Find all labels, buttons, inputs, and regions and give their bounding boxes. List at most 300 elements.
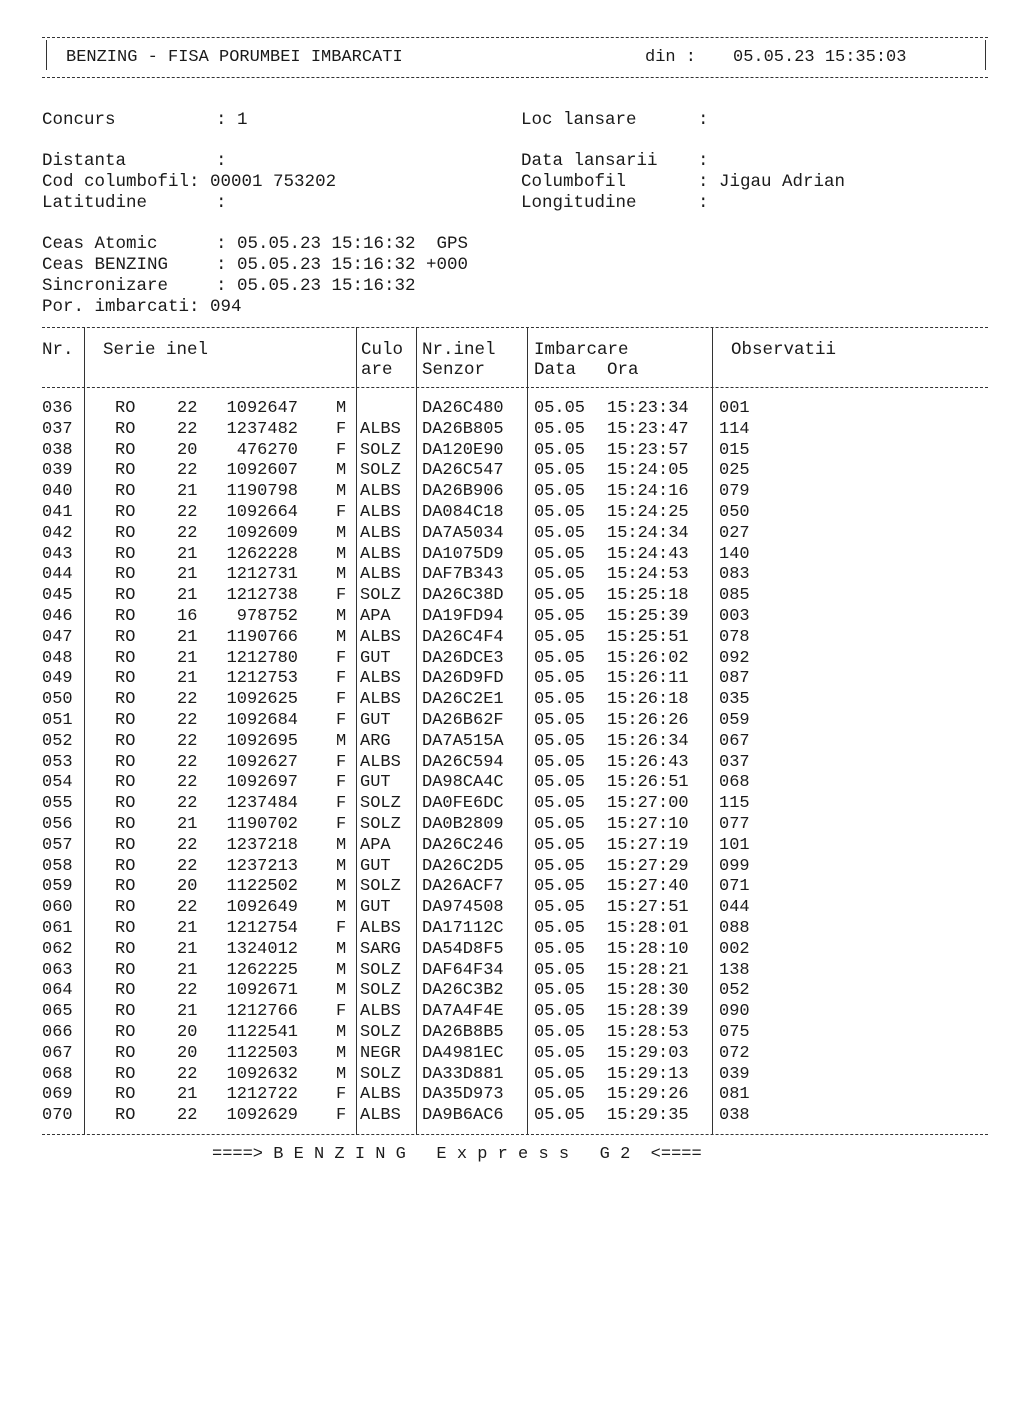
cell-culoare: ALBS [360,690,401,710]
cell-culoare: ALBS [360,502,401,522]
cell-culoare: GUT [360,710,391,730]
cell-ora: 15:27:00 [607,794,689,814]
header-data: Data [534,360,577,380]
ceas-atomic-label: Ceas Atomic [42,234,158,254]
cell-observatii: 050 [719,502,750,522]
cell-nr: 053 [42,752,73,772]
cell-sex: M [336,1064,347,1084]
cell-culoare: SOLZ [360,814,401,834]
cell-sex: F [336,648,347,668]
cell-culoare: ALBS [360,918,401,938]
cell-senzor: DA26D9FD [422,669,504,689]
cell-observatii: 003 [719,606,750,626]
cell-inel: 1212731 [226,565,298,585]
cell-observatii: 085 [719,586,750,606]
cell-sex: F [336,440,347,460]
info-distanta: Distanta : [42,151,238,171]
cell-observatii: 001 [719,399,750,418]
info-data-lansarii: Data lansarii : [521,151,720,171]
cell-ora: 15:29:03 [607,1043,689,1063]
header-culoare-1: Culo [361,340,404,360]
cell-inel: 1092649 [226,898,298,918]
cell-tara: RO [115,981,136,1001]
cell-nr: 051 [42,710,73,730]
cell-nr: 049 [42,669,73,689]
info-ceas-benzing: Ceas BENZING : 05.05.23 15:16:32 +000 [42,255,469,275]
cell-senzor: DA26C547 [422,461,504,481]
cell-nr: 067 [42,1043,73,1063]
table-row [42,1065,988,1086]
table-row [42,586,988,607]
cell-observatii: 071 [719,877,750,897]
cell-culoare: SOLZ [360,1022,401,1042]
cell-senzor: DA26C38D [422,586,504,606]
table-row [42,628,988,649]
cell-nr: 064 [42,981,73,1001]
table-row [42,1044,988,1065]
cell-inel: 1092695 [226,731,298,751]
cell-an: 21 [177,1085,198,1105]
cell-observatii: 039 [719,1064,750,1084]
table-row [42,607,988,628]
table-row [42,1106,988,1127]
cell-data: 05.05 [534,523,586,543]
cell-nr: 069 [42,1085,73,1105]
table-row [42,961,988,982]
cell-senzor: DA0FE6DC [422,794,504,814]
cell-nr: 037 [42,419,73,439]
print-date: 05.05.23 15:35:03 [733,48,907,67]
cell-ora: 15:24:25 [607,502,689,522]
cell-tara: RO [115,773,136,793]
cell-culoare: ALBS [360,669,401,689]
cell-senzor: DA26B906 [422,482,504,502]
cell-observatii: 115 [719,794,750,814]
table-row [42,503,988,524]
cell-an: 21 [177,565,198,585]
cell-nr: 063 [42,960,73,980]
cell-culoare: ALBS [360,627,401,647]
cell-tara: RO [115,856,136,876]
cell-observatii: 015 [719,440,750,460]
cell-tara: RO [115,606,136,626]
distanta-label: Distanta [42,151,127,171]
cell-data: 05.05 [534,835,586,855]
cod-columbofil-value: 00001 753202 [210,172,337,192]
cell-senzor: DA26B8B5 [422,1022,504,1042]
cell-inel: 978752 [236,606,298,626]
cell-senzor: DA26C3B2 [422,981,504,1001]
table-row [42,690,988,711]
table-header-separator [42,387,988,388]
cell-data: 05.05 [534,690,586,710]
cell-data: 05.05 [534,898,586,918]
cell-ora: 15:26:43 [607,752,689,772]
cell-data: 05.05 [534,1002,586,1022]
cell-data: 05.05 [534,1085,586,1105]
cell-nr: 054 [42,773,73,793]
cell-senzor: DAF7B343 [422,565,504,585]
cell-inel: 1092625 [226,690,298,710]
cell-ora: 15:26:51 [607,773,689,793]
table-row [42,753,988,774]
cell-nr: 036 [42,399,73,418]
cell-data: 05.05 [534,960,586,980]
cell-observatii: 077 [719,814,750,834]
cell-nr: 056 [42,814,73,834]
cell-nr: 039 [42,461,73,481]
table-row [42,794,988,815]
cell-observatii: 052 [719,981,750,1001]
cell-observatii: 090 [719,1002,750,1022]
cell-inel: 1237213 [226,856,298,876]
cell-sex: M [336,960,347,980]
cell-inel: 1212722 [226,1085,298,1105]
info-longitudine: Longitudine : [521,193,720,213]
cell-culoare: APA [360,606,391,626]
cell-culoare: SOLZ [360,877,401,897]
data-lansarii-label: Data lansarii [521,151,658,171]
table-row [42,565,988,586]
cell-tara: RO [115,1064,136,1084]
info-ceas-atomic: Ceas Atomic : 05.05.23 15:16:32 GPS [42,234,469,254]
cell-ora: 15:26:26 [607,710,689,730]
cell-culoare: ALBS [360,419,401,439]
cell-data: 05.05 [534,794,586,814]
cell-senzor: DA4981EC [422,1043,504,1063]
cell-data: 05.05 [534,1043,586,1063]
document-title: BENZING - FISA PORUMBEI IMBARCATI [66,48,403,67]
cell-data: 05.05 [534,1022,586,1042]
cell-data: 05.05 [534,731,586,751]
cell-senzor: DA974508 [422,898,504,918]
cell-sex: F [336,773,347,793]
loc-lansare-label: Loc lansare [521,110,637,130]
cell-culoare: SOLZ [360,960,401,980]
info-por-imbarcati: Por. imbarcati: 094 [42,297,242,317]
cell-observatii: 140 [719,544,750,564]
table-row [42,399,988,420]
cell-nr: 050 [42,690,73,710]
cell-nr: 043 [42,544,73,564]
cell-culoare: ALBS [360,565,401,585]
cell-sex: M [336,981,347,1001]
cell-tara: RO [115,960,136,980]
header-right-border [985,40,986,70]
cell-ora: 15:29:35 [607,1106,689,1126]
cell-sex: M [336,565,347,585]
cell-data: 05.05 [534,814,586,834]
cell-an: 21 [177,1002,198,1022]
table-row [42,815,988,836]
cell-senzor: DA26C480 [422,399,504,418]
cell-senzor: DA7A5034 [422,523,504,543]
cell-an: 22 [177,399,198,418]
por-imbarcati-label: Por. imbarcati [42,297,190,317]
table-bottom-border [42,1134,988,1135]
cell-observatii: 092 [719,648,750,668]
cell-inel: 1212766 [226,1002,298,1022]
cell-an: 21 [177,627,198,647]
cell-sex: F [336,586,347,606]
cell-observatii: 037 [719,752,750,772]
cell-inel: 1190798 [226,482,298,502]
cell-senzor: DA26C2E1 [422,690,504,710]
ceas-benzing-value: 05.05.23 15:16:32 +000 [237,255,469,275]
cell-culoare: GUT [360,856,391,876]
cell-an: 21 [177,482,198,502]
cell-sex: M [336,835,347,855]
ceas-benzing-label: Ceas BENZING [42,255,169,275]
cell-observatii: 027 [719,523,750,543]
cell-culoare: NEGR [360,1043,401,1063]
cell-sex: F [336,918,347,938]
cell-tara: RO [115,482,136,502]
header-observatii: Observatii [731,340,837,360]
cell-ora: 15:25:51 [607,627,689,647]
cell-ora: 15:25:18 [607,586,689,606]
cell-observatii: 114 [719,419,750,439]
table-row [42,441,988,462]
cell-culoare: SOLZ [360,440,401,460]
cell-senzor: DA9B6AC6 [422,1106,504,1126]
table-row [42,649,988,670]
cell-inel: 1237482 [226,419,298,439]
cell-culoare: GUT [360,773,391,793]
table-row [42,857,988,878]
cell-observatii: 059 [719,710,750,730]
table-row [42,732,988,753]
cell-senzor: DA0B2809 [422,814,504,834]
cell-sex: F [336,794,347,814]
cell-ora: 15:24:05 [607,461,689,481]
cell-ora: 15:27:19 [607,835,689,855]
cell-data: 05.05 [534,606,586,626]
cell-tara: RO [115,419,136,439]
cod-columbofil-label: Cod columbofil [42,172,190,192]
cell-an: 20 [177,1043,198,1063]
cell-tara: RO [115,461,136,481]
cell-tara: RO [115,523,136,543]
cell-tara: RO [115,648,136,668]
columbofil-label: Columbofil [521,172,627,192]
cell-observatii: 068 [719,773,750,793]
table-row [42,1002,988,1023]
cell-ora: 15:28:01 [607,918,689,938]
cell-senzor: DA26C4F4 [422,627,504,647]
latitudine-label: Latitudine [42,193,148,213]
concurs-value: 1 [237,110,248,130]
cell-sex: M [336,939,347,959]
cell-data: 05.05 [534,627,586,647]
cell-nr: 065 [42,1002,73,1022]
info-cod-columbofil: Cod columbofil: 00001 753202 [42,172,337,192]
cell-tara: RO [115,794,136,814]
cell-nr: 061 [42,918,73,938]
cell-senzor: DA17112C [422,918,504,938]
cell-ora: 15:24:53 [607,565,689,585]
table-row [42,711,988,732]
cell-data: 05.05 [534,399,586,418]
header-bottom-border [42,77,988,78]
cell-an: 22 [177,1106,198,1126]
cell-nr: 040 [42,482,73,502]
table-row [42,773,988,794]
cell-nr: 052 [42,731,73,751]
cell-nr: 062 [42,939,73,959]
table-row [42,836,988,857]
cell-an: 20 [177,440,198,460]
cell-an: 21 [177,918,198,938]
cell-ora: 15:26:34 [607,731,689,751]
cell-nr: 045 [42,586,73,606]
table-row [42,1085,988,1106]
cell-culoare: SOLZ [360,461,401,481]
cell-nr: 055 [42,794,73,814]
info-concurs: Concurs : 1 [42,110,248,130]
cell-ora: 15:28:21 [607,960,689,980]
cell-an: 20 [177,877,198,897]
ceas-atomic-value: 05.05.23 15:16:32 GPS [237,234,469,254]
cell-sex: M [336,1022,347,1042]
cell-tara: RO [115,835,136,855]
cell-tara: RO [115,502,136,522]
cell-sex: M [336,523,347,543]
cell-inel: 1122502 [226,877,298,897]
cell-observatii: 038 [719,1106,750,1126]
cell-an: 16 [177,606,198,626]
cell-culoare: ALBS [360,1085,401,1105]
cell-senzor: DA19FD94 [422,606,504,626]
cell-sex: M [336,856,347,876]
cell-tara: RO [115,627,136,647]
cell-observatii: 075 [719,1022,750,1042]
cell-inel: 1092647 [226,399,298,418]
cell-observatii: 072 [719,1043,750,1063]
cell-an: 22 [177,731,198,751]
cell-ora: 15:27:10 [607,814,689,834]
cell-inel: 476270 [236,440,298,460]
cell-an: 21 [177,669,198,689]
cell-tara: RO [115,814,136,834]
cell-inel: 1122503 [226,1043,298,1063]
cell-culoare: APA [360,835,391,855]
concurs-label: Concurs [42,110,116,130]
cell-data: 05.05 [534,419,586,439]
cell-culoare: ALBS [360,544,401,564]
cell-culoare: SARG [360,939,401,959]
cell-nr: 070 [42,1106,73,1126]
table-row [42,877,988,898]
cell-inel: 1212753 [226,669,298,689]
info-columbofil: Columbofil : Jigau Adrian [521,172,846,192]
table-body [42,399,988,1127]
cell-an: 22 [177,419,198,439]
cell-inel: 1092629 [226,1106,298,1126]
cell-inel: 1092632 [226,1064,298,1084]
info-loc-lansare: Loc lansare : [521,110,720,130]
table-row [42,898,988,919]
cell-tara: RO [115,440,136,460]
cell-observatii: 044 [719,898,750,918]
cell-an: 21 [177,939,198,959]
table-row [42,940,988,961]
cell-observatii: 087 [719,669,750,689]
cell-sex: M [336,606,347,626]
cell-an: 22 [177,856,198,876]
info-latitudine: Latitudine : [42,193,238,213]
cell-senzor: DA26C594 [422,752,504,772]
cell-nr: 041 [42,502,73,522]
cell-inel: 1092671 [226,981,298,1001]
cell-data: 05.05 [534,939,586,959]
cell-ora: 15:28:30 [607,981,689,1001]
cell-data: 05.05 [534,752,586,772]
cell-culoare: SOLZ [360,1064,401,1084]
cell-senzor: DA26ACF7 [422,877,504,897]
longitudine-label: Longitudine [521,193,637,213]
cell-data: 05.05 [534,440,586,460]
header-senzor: Senzor [422,360,486,380]
cell-nr: 058 [42,856,73,876]
cell-sex: M [336,399,347,418]
cell-data: 05.05 [534,544,586,564]
cell-observatii: 078 [719,627,750,647]
cell-tara: RO [115,399,136,418]
cell-nr: 057 [42,835,73,855]
cell-observatii: 067 [719,731,750,751]
cell-ora: 15:28:10 [607,939,689,959]
cell-data: 05.05 [534,565,586,585]
cell-sex: F [336,502,347,522]
cell-nr: 060 [42,898,73,918]
cell-senzor: DA26B62F [422,710,504,730]
cell-data: 05.05 [534,1064,586,1084]
cell-inel: 1092697 [226,773,298,793]
cell-nr: 059 [42,877,73,897]
cell-sex: M [336,731,347,751]
cell-ora: 15:29:13 [607,1064,689,1084]
cell-inel: 1324012 [226,939,298,959]
cell-senzor: DA26C2D5 [422,856,504,876]
cell-senzor: DA98CA4C [422,773,504,793]
cell-nr: 048 [42,648,73,668]
cell-an: 21 [177,586,198,606]
cell-sex: F [336,690,347,710]
cell-culoare: ALBS [360,482,401,502]
cell-senzor: DA54D8F5 [422,939,504,959]
cell-an: 22 [177,773,198,793]
cell-tara: RO [115,918,136,938]
cell-data: 05.05 [534,981,586,1001]
cell-an: 22 [177,752,198,772]
header-serie-inel: Serie inel [103,340,209,360]
cell-senzor: DA084C18 [422,502,504,522]
cell-nr: 068 [42,1064,73,1084]
cell-inel: 1212754 [226,918,298,938]
cell-observatii: 101 [719,835,750,855]
cell-data: 05.05 [534,586,586,606]
cell-nr: 066 [42,1022,73,1042]
cell-tara: RO [115,877,136,897]
cell-ora: 15:28:39 [607,1002,689,1022]
cell-an: 22 [177,981,198,1001]
cell-data: 05.05 [534,669,586,689]
cell-inel: 1092627 [226,752,298,772]
cell-tara: RO [115,544,136,564]
cell-observatii: 083 [719,565,750,585]
cell-inel: 1092609 [226,523,298,543]
